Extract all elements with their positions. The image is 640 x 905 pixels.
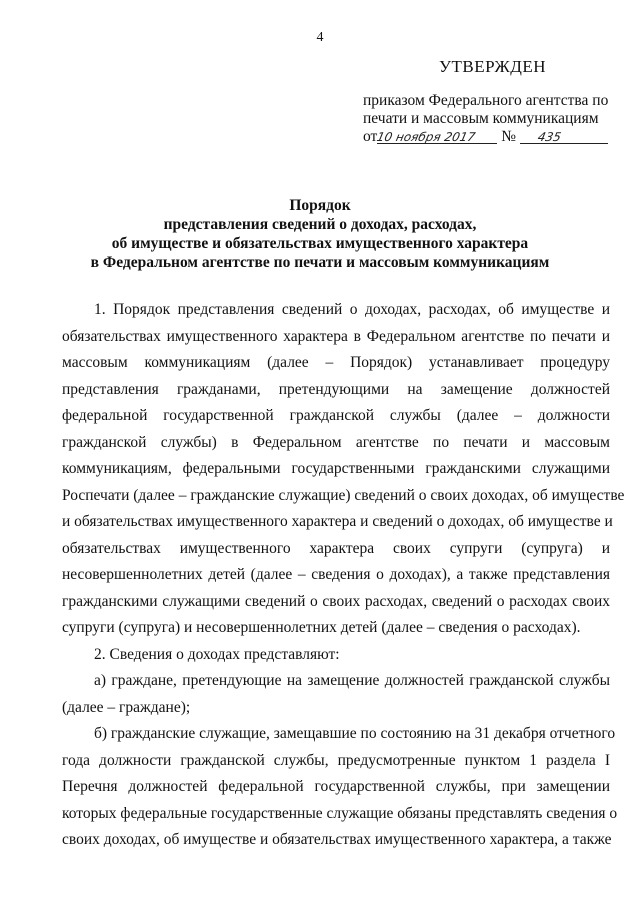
document-body	[62, 297, 625, 854]
page-number: 4	[316, 30, 324, 45]
title-line-4: в Федеральном агентстве по печати и массовым коммуникациям	[90, 254, 550, 271]
text-line: своих доходах, об имуществе и обязательствах имущественного характера, а также	[62, 831, 612, 848]
order-number-label: №	[501, 128, 516, 145]
text-line: коммуникациям, федеральными государственными гражданскими служащими	[62, 460, 610, 477]
text-line: обязательствах имущественного характера в Федеральном агентстве по печати и	[62, 327, 610, 345]
order-line-2: печати и массовым коммуникациям	[363, 110, 599, 127]
paragraph-2	[62, 642, 610, 669]
approval-heading: УТВЕРЖДЕН	[439, 57, 546, 76]
text-line: Перечня должностей федеральной государственной службы, при замещении	[62, 778, 610, 795]
text-line: 1. Порядок представления сведений о доходах, расходах, об имуществе и	[94, 301, 610, 318]
text-line: супруги (супруга) и несовершеннолетних детей (далее – сведения о расходах).	[62, 619, 581, 636]
text-line: федеральной государственной гражданской службы (далее – должности	[62, 407, 610, 424]
title-line-1: Порядок	[289, 197, 351, 214]
text-line: б) гражданские служащие, замещавшие по состоянию на 31 декабря отчетного	[94, 725, 616, 742]
order-from-label: от	[363, 128, 378, 145]
title-line-2: представления сведений о доходах, расходах,	[163, 216, 477, 233]
text-line: 2. Сведения о доходах представляют:	[94, 645, 340, 663]
text-line: (далее – граждане);	[62, 698, 191, 716]
order-number-handwritten: 435	[536, 130, 563, 144]
text-line: а) граждане, претендующие на замещение должностей гражданской службы	[94, 672, 610, 689]
text-line: Роспечати (далее – гражданские служащие) сведений о своих доходах, об имуществе	[62, 486, 625, 504]
text-line: гражданскими служащими сведений о своих расходах, сведений о расходах своих	[62, 592, 610, 610]
text-line: обязательствах имущественного характера своих супруги (супруга) и	[62, 539, 610, 557]
order-line-1: приказом Федерального агентства по	[363, 92, 609, 109]
text-line: которых федеральные государственные служащие обязаны представлять сведения о	[62, 804, 618, 822]
text-line: несовершеннолетних детей (далее – сведения о доходах), а также представления	[62, 566, 610, 583]
order-reference	[363, 92, 613, 146]
paragraph-2a	[62, 668, 610, 721]
paragraph-1	[62, 297, 625, 642]
title-line-3: об имуществе и обязательствах имущественного характера	[111, 235, 529, 252]
document-title	[60, 196, 580, 272]
paragraph-2b	[62, 721, 618, 854]
text-line: представления гражданами, претендующими на замещение должностей	[62, 380, 610, 398]
text-line: массовым коммуникациям (далее – Порядок) устанавливает процедуру	[62, 354, 610, 371]
order-date-line	[363, 128, 613, 146]
order-number-field	[520, 128, 608, 144]
order-date-handwritten: 10 ноября 2017	[375, 130, 477, 144]
order-date-field	[377, 128, 497, 144]
text-line: года должности гражданской службы, предусмотренные пунктом 1 раздела I	[62, 751, 610, 769]
text-line: гражданской службы) в Федеральном агентстве по печати и массовым	[62, 433, 610, 451]
text-line: и обязательствах имущественного характера и сведений о доходах, об имуществе и	[62, 513, 613, 530]
